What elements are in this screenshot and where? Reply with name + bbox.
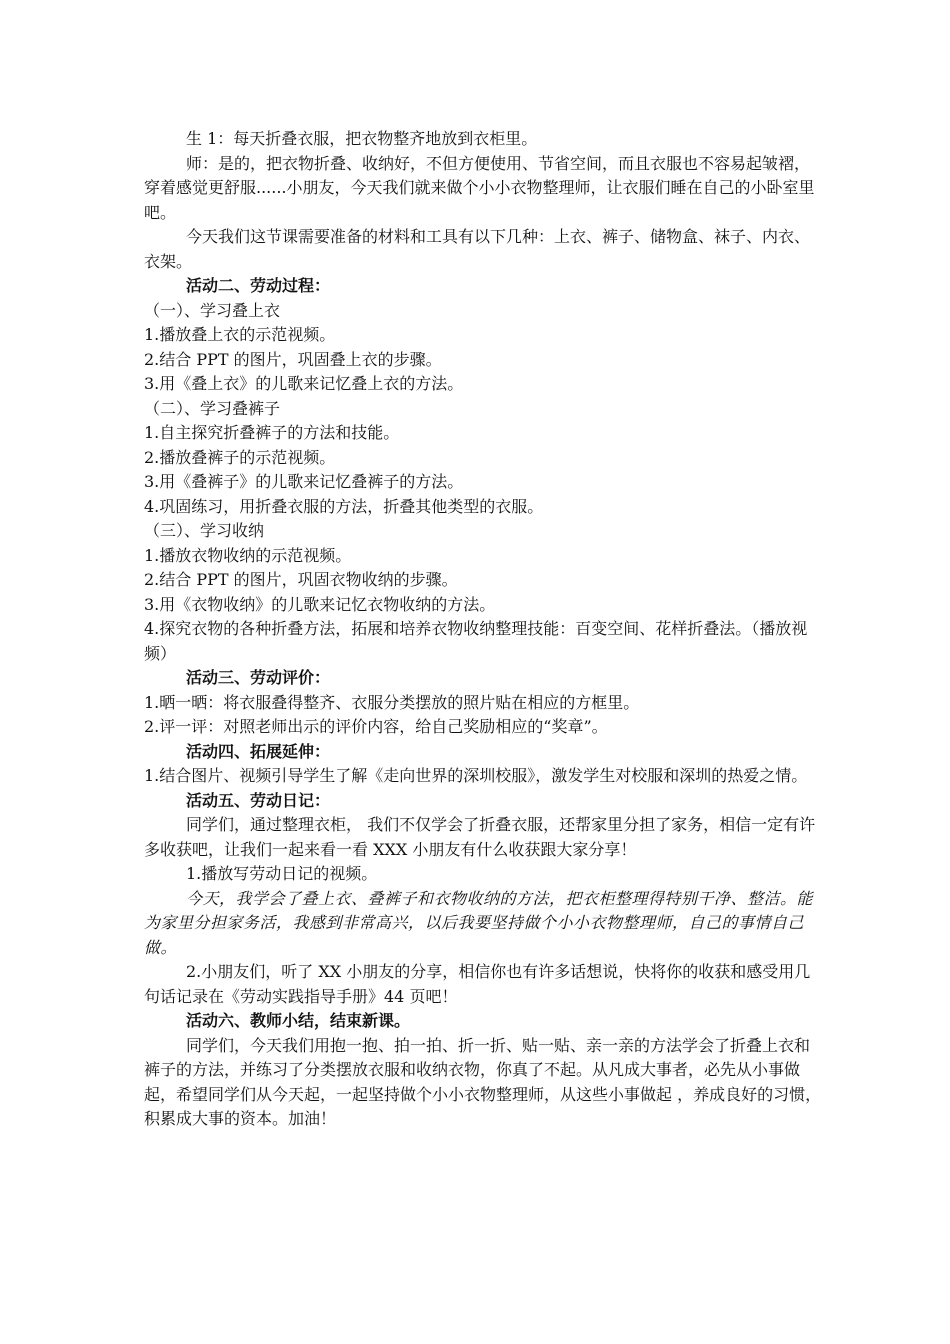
list-item: 1.晒一晒：将衣服叠得整齐、衣服分类摆放的照片贴在相应的方框里。: [144, 692, 640, 712]
paragraph-student-answer: 生 1：每天折叠衣服，把衣物整齐地放到衣柜里。: [186, 129, 538, 148]
subheading-fold-shirt: （一）、学习叠上衣: [144, 300, 281, 320]
heading-activity-3: 活动三、劳动评价：: [186, 668, 331, 687]
paragraph-diary-intro: 同学们，通过整理衣柜， 我们不仅学会了折叠衣服，还帮家里分担了家务，相信一定有许多收获吧，让我们一起来看一看 XXX 小朋友有什么收获跟大家分享！: [144, 815, 816, 859]
paragraph-diary-record: 2.小朋友们，听了 XX 小朋友的分享，相信你也有许多话想说，快将你的收获和感受用几句话记录在《劳动实践指导手册》44 页吧！: [144, 962, 811, 1006]
list-item: 3.用《叠裤子》的儿歌来记忆叠裤子的方法。: [144, 472, 464, 491]
document-body: [144, 127, 824, 1132]
list-item: 2.评一评：对照老师出示的评价内容，给自己奖励相应的“奖章”。: [144, 717, 608, 736]
list-item: 1.结合图片、视频引导学生了解《走向世界的深圳校服》，激发学生对校服和深圳的热爱之情。: [144, 766, 808, 785]
list-item: 1.播放叠上衣的示范视频。: [144, 325, 336, 344]
list-item: 1.播放衣物收纳的示范视频。: [144, 545, 352, 565]
subheading-storage: （三）、学习收纳: [144, 521, 265, 540]
list-item: 2.结合 PPT 的图片，巩固叠上衣的步骤。: [144, 349, 442, 369]
paragraph-materials: 今天我们这节课需要准备的材料和工具有以下几种：上衣、裤子、储物盒、袜子、内衣、衣架。: [144, 227, 811, 271]
heading-activity-4: 活动四、拓展延伸：: [186, 741, 331, 761]
paragraph-diary-video: 1.播放写劳动日记的视频。: [186, 864, 378, 883]
list-item: 3.用《衣物收纳》的儿歌来记忆衣物收纳的方法。: [144, 594, 496, 614]
list-item: 1.自主探究折叠裤子的方法和技能。: [144, 423, 400, 442]
paragraph-teacher-response: 师：是的，把衣物折叠、收纳好，不但方便使用、节省空间，而且衣服也不容易起皱褶，穿着感觉更舒服......小朋友，今天我们就来做个小小衣物整理师，让衣服们睡在自己的小卧室里吧。: [144, 153, 815, 222]
heading-activity-6: 活动六、教师小结，结束新课。: [186, 1011, 411, 1030]
list-item: 2.结合 PPT 的图片，巩固衣物收纳的步骤。: [144, 570, 458, 589]
subheading-fold-pants: （二）、学习叠裤子: [144, 398, 281, 418]
list-item: 3.用《叠上衣》的儿歌来记忆叠上衣的方法。: [144, 374, 464, 393]
list-item: 4.巩固练习，用折叠衣服的方法，折叠其他类型的衣服。: [144, 496, 544, 516]
list-item: 4.探究衣物的各种折叠方法，拓展和培养衣物收纳整理技能：百变空间、花样折叠法。（播放视频）: [144, 619, 808, 663]
heading-activity-5: 活动五、劳动日记：: [186, 790, 331, 810]
heading-activity-2: 活动二、劳动过程：: [186, 276, 331, 295]
paragraph-diary-sample: 今天，我学会了叠上衣、叠裤子和衣物收纳的方法，把衣柜整理得特别干净、整洁。能为家里分担家务活，我感到非常高兴，以后我要坚持做个小小衣物整理师，自己的事情自己做。: [144, 888, 814, 957]
list-item: 2.播放叠裤子的示范视频。: [144, 447, 336, 467]
paragraph-summary: 同学们，今天我们用抱一抱、拍一拍、折一折、贴一贴、亲一亲的方法学会了折叠上衣和裤子的方法，并练习了分类摆放衣服和收纳衣物，你真了不起。从凡成大事者，必先从小事做起，希望同学们从今天起，一起坚持做个小小衣物整理师，从这些小事做起 ，养成良好的习惯，积累成大事的资本。加油！: [144, 1035, 822, 1128]
